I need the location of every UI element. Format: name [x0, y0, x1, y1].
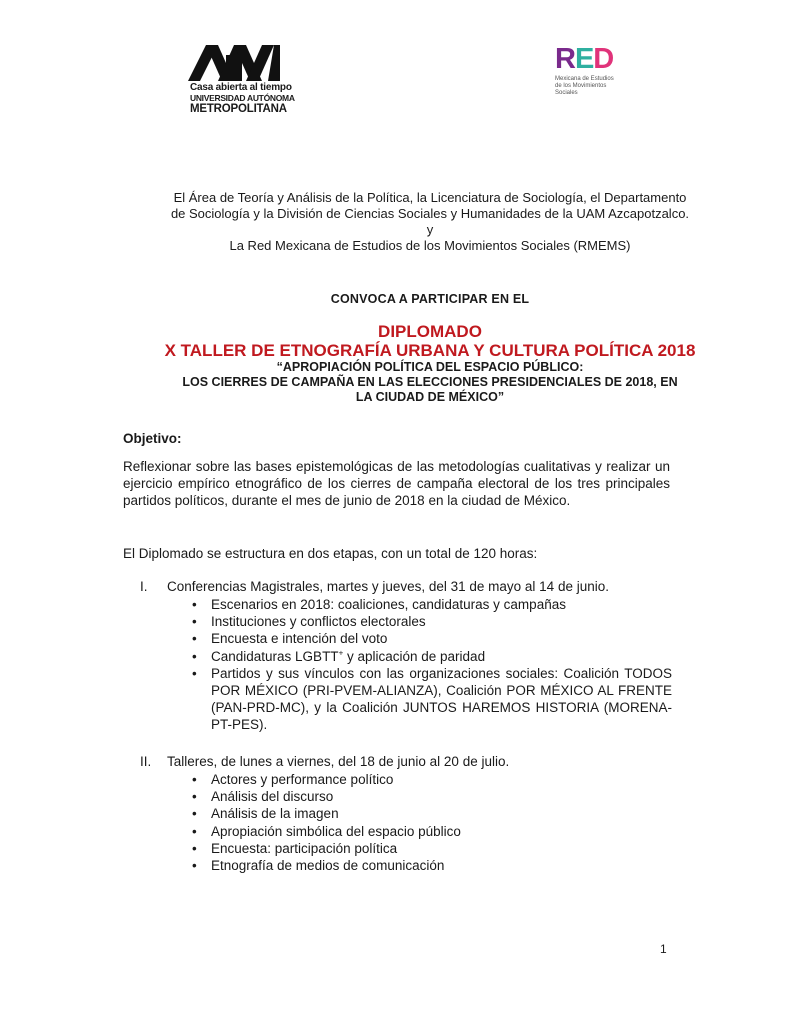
list-item: • Análisis de la imagen — [192, 805, 672, 822]
red-logo — [555, 45, 650, 105]
subtitle-line: LA CIUDAD DE MÉXICO” — [355, 390, 505, 404]
red-letter-r: R — [555, 43, 575, 75]
page-number: 1 — [660, 942, 667, 956]
superscript: + — [338, 648, 344, 658]
uam-name-line1: UNIVERSIDAD AUTÓNOMA — [190, 93, 295, 103]
list-item: • Análisis del discurso — [192, 788, 672, 805]
title-line: DIPLOMADO — [378, 322, 482, 341]
etapa-list — [192, 596, 672, 734]
objetivo-heading: Objetivo: — [123, 431, 182, 446]
etapa-title: Conferencias Magistrales, martes y jueves, del 31 de mayo al 14 de junio. — [167, 579, 609, 594]
convoca-heading: CONVOCA A PARTICIPAR EN EL — [330, 292, 530, 306]
intro-line: La Red Mexicana de Estudios de los Movimientos Sociales (RMEMS) — [229, 238, 631, 253]
list-item: • Encuesta: participación política — [192, 840, 672, 857]
title-line: X TALLER DE ETNOGRAFÍA URBANA Y CULTURA POLÍTICA 2018 — [164, 341, 696, 360]
uam-slogan: Casa abierta al tiempo — [190, 82, 292, 93]
red-subtitle: Mexicana de Estudios de los Movimientos Sociales — [555, 76, 614, 96]
uam-logo — [188, 45, 298, 120]
diplomado-title — [120, 322, 740, 405]
intro-line: de Sociología y la División de Ciencias Sociales y Humanidades de la UAM Azcapotzalco. — [170, 206, 690, 221]
list-item: • Encuesta e intención del voto — [192, 630, 672, 647]
etapa-numeral: I. — [140, 579, 148, 594]
red-letter-e: E — [574, 43, 594, 75]
etapa-title: Talleres, de lunes a viernes, del 18 de junio al 20 de julio. — [167, 754, 510, 769]
objetivo-text: Reflexionar sobre las bases epistemológicas de las metodologías cualitativas y realizar un ejercicio empírico etnográfico de los cierres de campaña electoral de los tres principales partidos políticos, durante el mes de junio de 2018 en la ciudad de México. — [123, 459, 670, 508]
list-item: • Instituciones y conflictos electorales — [192, 613, 672, 630]
intro-line: El Área de Teoría y Análisis de la Política, la Licenciatura de Sociología, el Departamento — [173, 190, 687, 205]
etapa-numeral: II. — [140, 754, 152, 769]
list-item: • Apropiación simbólica del espacio público — [192, 823, 672, 840]
red-letter-d: D — [593, 43, 614, 75]
red-wordmark — [555, 45, 650, 74]
subtitle-line: LOS CIERRES DE CAMPAÑA EN LAS ELECCIONES PRESIDENCIALES DE 2018, EN — [182, 375, 678, 389]
list-item: • Candidaturas LGBTT+ y aplicación de paridad — [192, 648, 672, 665]
list-item: • Escenarios en 2018: coaliciones, candidaturas y campañas — [192, 596, 672, 613]
estructura-text: El Diplomado se estructura en dos etapas, con un total de 120 horas: — [123, 546, 538, 561]
list-item: • Actores y performance político — [192, 771, 672, 788]
etapa-list — [192, 771, 672, 874]
uam-name-line2: METROPOLITANA — [190, 103, 287, 115]
list-item: • Etnografía de medios de comunicación — [192, 857, 672, 874]
list-item: • Partidos y sus vínculos con las organizaciones sociales: Coalición TODOS POR MÉXICO (PRI-PVEM-ALIANZA), Coalición POR MÉXICO AL FRENTE (PAN-PRD-MC), y la Coalición JUNTOS HAREMOS HISTORIA (MORENA-PT-PES). — [192, 665, 672, 734]
uam-emblem-icon — [188, 45, 280, 81]
intro-text — [130, 190, 730, 254]
intro-conjunction: y — [426, 222, 434, 237]
subtitle-line: “APROPIACIÓN POLÍTICA DEL ESPACIO PÚBLICO: — [276, 360, 584, 374]
